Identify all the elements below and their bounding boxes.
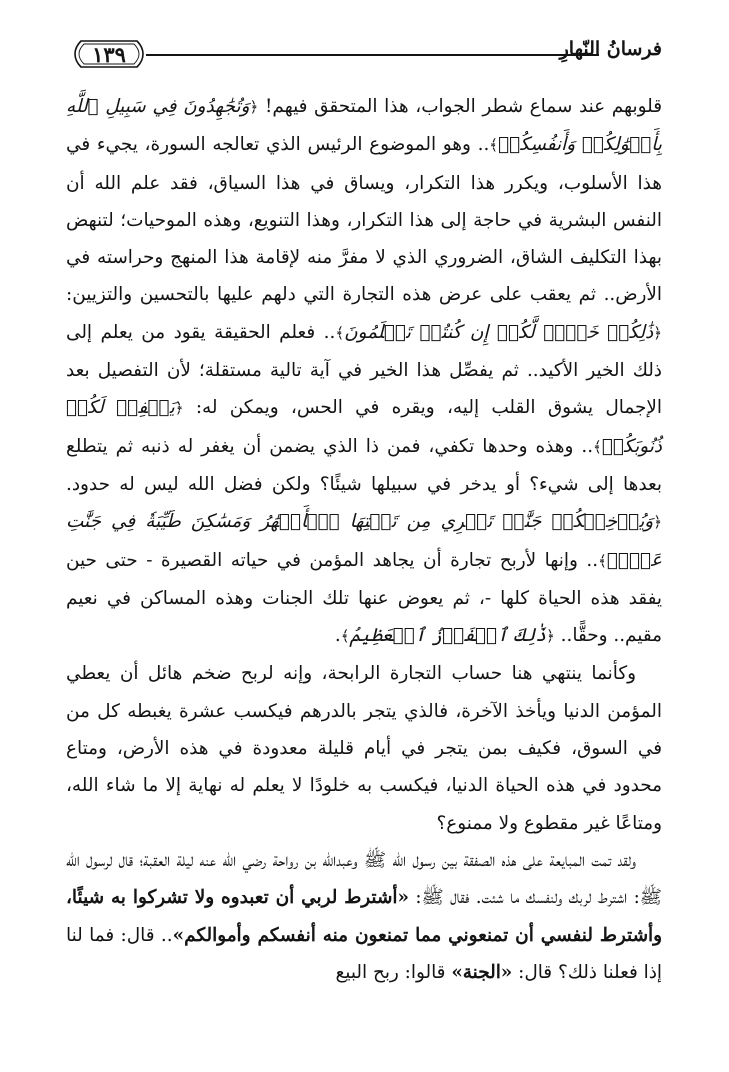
text-run: ولقد تمت المبايعة على هذه الصفقة بين رسول الله ﷺ وعبدالله بن رواحة رضي الله عنه ليلة العقبة؛ قال لرسول الله ﷺ: اشترط لربك ولنفسك ما شئت. فقال ﷺ: [66, 849, 662, 909]
header-rule [146, 54, 599, 56]
paragraph [66, 655, 662, 841]
quran-verse: وَيُدۡخِلۡكُمۡ جَنَّٰتٖ تَجۡرِي مِن تَحۡتِهَا ٱلۡأَنۡهَٰرُ وَمَسَٰكِنَ طَيِّبَةٗ فِي جَنَّٰتِ عَدۡنٖ [66, 511, 662, 571]
text-run: . [334, 625, 341, 647]
text-run: قلوبهم عند سماع شطر الجواب، هذا المتحقق فيهم! [258, 96, 662, 117]
page-number-badge [72, 38, 146, 70]
book-title: فرسانُ النّهارِ [559, 38, 662, 60]
verse-bracket: ﴾ [340, 627, 350, 646]
text-run: .. وهو الموضوع الرئيس الذي تعالجه السورة، يجيء في هذا الأسلوب، ويكرر هذا التكرار، ويساق في هذا السياق، فقد علم الله أن النفس البشرية في حاجة إلى هذا التكرار، وهذا التنويع، وهذه الموحيات؛ لتنهض بهذا التكليف الشاق، الضروري الذي لا مفرَّ منه لإقامة هذا المنهج وحراسته في الأرض.. ثم يعقب على عرض هذه التجارة التي دلهم عليها بالتحسين والتزيين: [66, 134, 662, 306]
page-header [0, 0, 729, 90]
text-run: قالوا: ربح البيع [335, 961, 452, 983]
page-number: ١٣٩ [92, 41, 126, 67]
verse-bracket: ﴿ [249, 98, 259, 116]
quran-verse: يَغۡفِرۡ لَكُمۡ ذُنُوبَكُمۡ [66, 397, 662, 457]
verse-bracket: ﴿ [653, 513, 662, 532]
verse-bracket: ﴿ [653, 323, 662, 342]
verse-bracket: ﴿ [174, 399, 184, 418]
text-run: وكأنما ينتهي هنا حساب التجارة الرابحة، وإنه لربح ضخم هائل أن يعطي المؤمن الدنيا ويأخذ الآخرة، فالذي يتجر بالدرهم فيكسب عشرة يغبطه كل من في السوق، فكيف بمن يتجر في أيام قليلة معدودة في هذه الأرض، ومتاع محدود في هذه الحياة الدنيا، فيكسب به خلودًا لا يعلم له نهاية إلا ما شاء الله، ومتاعًا غير مقطوع ولا ممنوع؟ [66, 663, 662, 834]
text-run: .. قال: فما لنا إذا فعلنا ذلك؟ قال: [66, 924, 662, 983]
hadith-quote: «أشترط لربي أن تعبدوه ولا تشركوا به شيئًا، وأشترط لنفسي أن تمنعوني مما تمنعون منه أنفسكم وأموالكم» [66, 887, 662, 946]
text-run: .. وهذه وحدها تكفي، فمن ذا الذي يضمن أن يغفر له ذنبه ثم يتطلع بعدها إلى شيء؟ أو يدخر في سبيلها شيئًا؟ ولكن فضل الله ليس له حدود. [66, 435, 662, 495]
paragraph [66, 88, 662, 655]
verse-bracket: ﴾ [598, 551, 607, 570]
verse-bracket: ﴾ [489, 136, 499, 155]
text-run: .. فعلم الحقيقة يقود من يعلم إلى ذلك الخير الأكيد.. ثم يفصِّل هذا الخير في آية تالية مستقلة؛ لأن التفصيل بعد الإجمال يشوق القلب إليه، ويقره في الحس، ويمكن له: [66, 321, 663, 419]
hadith-quote: «الجنة» [451, 961, 513, 983]
quran-verse: ذَٰلِكُمۡ خَيۡرٞ لَّكُمۡ إِن كُنتُمۡ تَعۡلَمُونَ [344, 321, 654, 343]
text-run: .. وإنها لأربح تجارة أن يجاهد المؤمن في حياته القصيرة - حتى حين يفقد هذه الحياة كلها -، ثم يعوض عنها تلك الجنات وهذه المساكن في نعيم مقيم.. وحقًّا.. [66, 549, 662, 647]
paragraph [66, 842, 662, 991]
verse-bracket: ﴿ [546, 627, 555, 646]
quran-verse: وَتُجَٰهِدُونَ فِي سَبِيلِ ٱللَّهِ بِأَمۡوَٰلِكُمۡ وَأَنفُسِكُمۡ [66, 96, 662, 156]
verse-bracket: ﴾ [335, 323, 345, 342]
verse-bracket: ﴾ [593, 437, 602, 456]
quran-verse: ذَٰلِكَ ٱلۡفَوۡزُ ٱلۡعَظِيمُ [349, 625, 547, 647]
page-body [66, 88, 662, 991]
